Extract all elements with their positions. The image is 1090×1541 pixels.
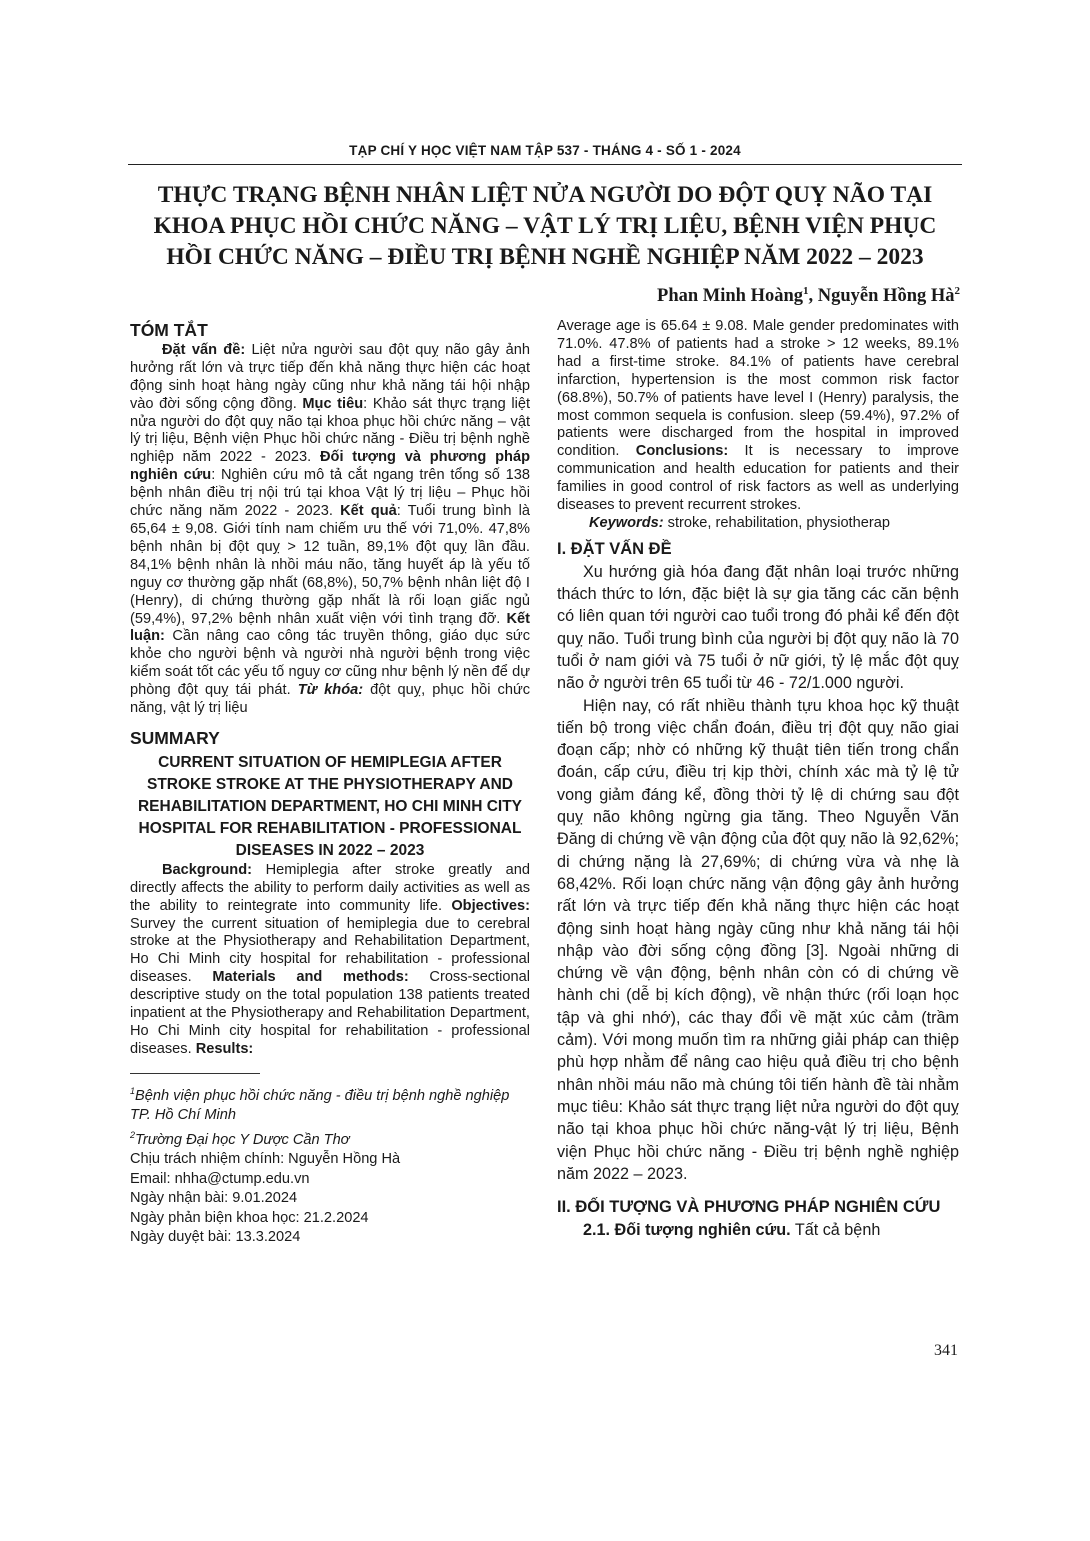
label-results: Results: [195,1040,254,1057]
section-1-paragraph-2: Hiện nay, có rất nhiều thành tựu khoa học kỹ thuật tiến bộ trong việc chẩn đoán, điều trị đột quỵ não giai đoạn cấp; nhờ có những kỹ thuật tiên tiến trong chẩn đoán, cấp cứu, điều trị kịp thời, chính xác mà tỷ lệ tử vong giảm đáng kể, đồng thời tỷ lệ di chứng sau đột quỵ não không ngừng gia tăng. Theo Nguyễn Văn Đăng di chứng về vận động của đột quỵ não là 92,62%; di chứng nặng là 27,69%; di chứng vừa và nhẹ là 68,42%. Rối loạn chức năng vận động gây ảnh hưởng rất lớn và trực tiếp đến khả năng thực hiện các hoạt động sinh hoạt hàng ngày cũng như khả năng tái hội nhập vào đời sống cộng đồng [3]. Ngoài những di chứng về vận động, bệnh nhân còn có di chứng về hành chi (dễ bị kích động), về nhận thức (rối loạn học tập và ghi nhớ), các thay đổi về mặt xúc cảm (trầm cảm). Với mong muốn tìm ra những giải pháp can thiệp phù hợp nhằm để nâng cao hiệu quả điều trị cho bệnh nhân nhồi máu não mà chúng tôi tiến hành đề tài nhằm mục tiêu: Khảo sát thực trạng liệt nửa người do đột quỵ não tại khoa phục hồi chức năng-vật lý trị liệu, Bệnh viện Phục hồi chức năng - Điều trị bệnh nghề nghiệp năm 2022 – 2023. [557,696,959,1183]
section-1-paragraph-1: Xu hướng già hóa đang đặt nhân loại trước những thách thức to lớn, đặc biệt là sự gia tăng các căn bệnh có liên quan tới người cao tuổi trong đó phải kể đến đột quỵ não. Tuổi trung bình của người bị đột quỵ não là 70 tuổi ở nam giới và 75 tuổi ở nữ giới, tỷ lệ mắc đột quỵ não ở người trên 65 tuổi từ 46 - 72/1.000 người. [557,562,959,693]
label-tu-khoa: Từ khóa: [297,682,364,699]
authors [657,285,960,307]
footnote-affiliation-1 [130,1082,530,1126]
text-objectives: Survey the current situation of hemiplegia due to cerebral stroke at the Physiotherapy and Rehabilitation Department, Ho Chi Minh city hospital for rehabilitation - professional diseases. [130,915,530,986]
text-keywords: stroke, rehabilitation, physiotherap [663,514,890,531]
section-1-heading: I. ĐẶT VẤN ĐỀ [557,539,672,558]
label-materials: Materials and methods: [212,969,409,986]
tom-tat-heading: TÓM TẮT [130,320,208,340]
text-ket-qua: : Tuổi trung bình là 65,64 ± 9,08. Giới tính nam chiếm ưu thế với 71,0%. 47,8% bệnh nhân bị đột quỵ > 12 tuần, 89,1% đột quỵ lần đầu. 84,1% bệnh nhân là nhồi máu não, tăng huyết áp là yếu tố nguy cơ thường gặp nhất (68,8%), 50,7% bệnh nhân liệt độ I (Henry), di chứng thường gặp nhất là rối loạn giấc ngủ (59,4%), 97,2% bệnh nhân xuất viện với tình trạng đỡ. [130,503,531,627]
text-materials: Cross-sectional descriptive study on the total population 138 patients treated inpatient at the Physiotherapy and Rehabilitation Department, Ho Chi Minh city hospital for rehabilitation - professional diseases. [130,969,530,1057]
section-2-1-text: Tất cả bệnh [790,1221,881,1239]
summary-abstract-continued [557,318,959,515]
right-column [557,318,959,1241]
footnote-email: Email: nhha@ctump.edu.vn [130,1170,310,1187]
author-separator: , [808,286,818,307]
footnote-affiliation-2 [130,1126,530,1150]
section-1-body [557,561,959,1185]
text-muc-tieu: : Khảo sát thực trạng liệt nửa người do đột quỵ não tại khoa phục hồi chức năng – vật lý trị liệu, Bệnh viện Phục hồi chức năng - Điều trị bệnh nghề nghiệp năm 2022 - 2023. [130,395,531,466]
left-column [130,318,530,1248]
label-ket-luan: Kết luận: [130,610,530,645]
footnote-divider [130,1073,260,1074]
label-muc-tieu: Mục tiêu [302,395,364,412]
label-doi-tuong: Đối tượng và phương pháp nghiên cứu [130,449,530,484]
author-2: Nguyễn Hồng Hà [817,286,955,307]
label-objectives: Objectives: [451,897,530,914]
label-keywords: Keywords: [589,514,664,531]
label-dat-van-de: Đặt vấn đề: [162,341,246,358]
section-2-1-paragraph [557,1219,959,1241]
label-conclusions: Conclusions: [635,443,729,460]
footnote-responsible: Chịu trách nhiệm chính: Nguyễn Hồng Hà [130,1151,401,1168]
footnotes [130,1082,530,1248]
summary-heading: SUMMARY [130,727,220,748]
text-background: Hemiplegia after stroke greatly and directly affects the ability to perform daily activities as well as the ability to reintegrate into community life. [130,861,530,914]
section-2-body [557,1219,959,1241]
author-2-affiliation: 2 [954,285,960,297]
label-background: Background: [162,861,252,878]
text-ket-luan: Cần nâng cao công tác truyền thông, giáo dục sức khỏe cho người bệnh và người nhà người bệnh trong việc kiểm soát tốt các yếu tố nguy cơ cũng như bệnh lý nền để dự phòng đột quỵ tái phát. [130,628,530,699]
label-ket-qua: Kết quả [340,503,397,520]
footnote-1-marker: 1 [130,1085,136,1096]
author-1: Phan Minh Hoàng [657,286,804,307]
summary-keywords [557,515,959,533]
text-tu-khoa: đột quỵ, phục hồi chức năng, vật lý trị liệu [130,682,531,717]
text-dat-van-de: Liệt nửa người sau đột quỵ não gây ảnh hưởng rất lớn và trực tiếp đến khả năng thực hiện các hoạt động sinh hoạt hàng ngày cũng như khả năng tái hội nhập vào đời sống cộng đồng. [130,341,530,412]
tom-tat-abstract [130,342,530,718]
journal-header: TẠP CHÍ Y HỌC VIỆT NAM TẬP 537 - THÁNG 4 - SỐ 1 - 2024 [128,143,962,165]
footnote-accepted: Ngày duyệt bài: 13.3.2024 [130,1229,301,1246]
footnote-2-marker: 2 [130,1129,136,1140]
summary-english-title: CURRENT SITUATION OF HEMIPLEGIA AFTER STROKE STROKE AT THE PHYSIOTHERAPY AND REHABILITATION DEPARTMENT, HO CHI MINH CITY HOSPITAL FOR REHABILITATION - PROFESSIONAL DISEASES IN 2022 – 2023 [137,753,523,859]
section-2-1-label: 2.1. Đối tượng nghiên cứu. [583,1221,791,1239]
summary-abstract [130,862,530,1059]
footnote-received: Ngày nhận bài: 9.01.2024 [130,1190,298,1207]
footnote-reviewed: Ngày phản biện khoa học: 21.2.2024 [130,1209,369,1226]
text-doi-tuong: : Nghiên cứu mô tả cắt ngang trên tổng số 138 bệnh nhân điều trị nội trú tại khoa Vật lý trị liệu – Phục hồi chức năng năm 2022 - 2023. [130,467,530,520]
author-1-affiliation: 1 [803,285,809,297]
page-number: 341 [934,1342,958,1359]
section-2-heading: II. ĐỐI TƯỢNG VÀ PHƯƠNG PHÁP NGHIÊN CỨU [557,1198,941,1217]
text-results: Average age is 65.64 ± 9.08. Male gender predominates with 71.0%. 47.8% of patients had a stroke > 12 weeks, 89.1% had a first-time stroke. 84.1% of patients have cerebral infarction, hypertension is the most common risk factor (68.8%), 50.7% of patients have level I (Henry) paralysis, the most common sequela is confusion. sleep (59.4%), 97.2% of patients were discharged from the hospital in improved condition. [557,318,959,460]
article-title: THỰC TRẠNG BỆNH NHÂN LIỆT NỬA NGƯỜI DO ĐỘT QUỴ NÃO TẠI KHOA PHỤC HỒI CHỨC NĂNG – VẬT LÝ TRỊ LIỆU, BỆNH VIỆN PHỤC HỒI CHỨC NĂNG – ĐIỀU TRỊ BỆNH NGHỀ NGHIỆP NĂM 2022 – 2023 [153,182,937,270]
footnote-1-text: Bệnh viện phục hồi chức năng - điều trị bệnh nghề nghiệp TP. Hồ Chí Minh [130,1087,510,1124]
footnote-2-text: Trường Đại học Y Dược Cần Thơ [135,1131,350,1148]
text-conclusions: It is necessary to improve communication and health education for patients and their families in good control of risk factors as well as underlying diseases to prevent recurrent strokes. [557,443,959,514]
